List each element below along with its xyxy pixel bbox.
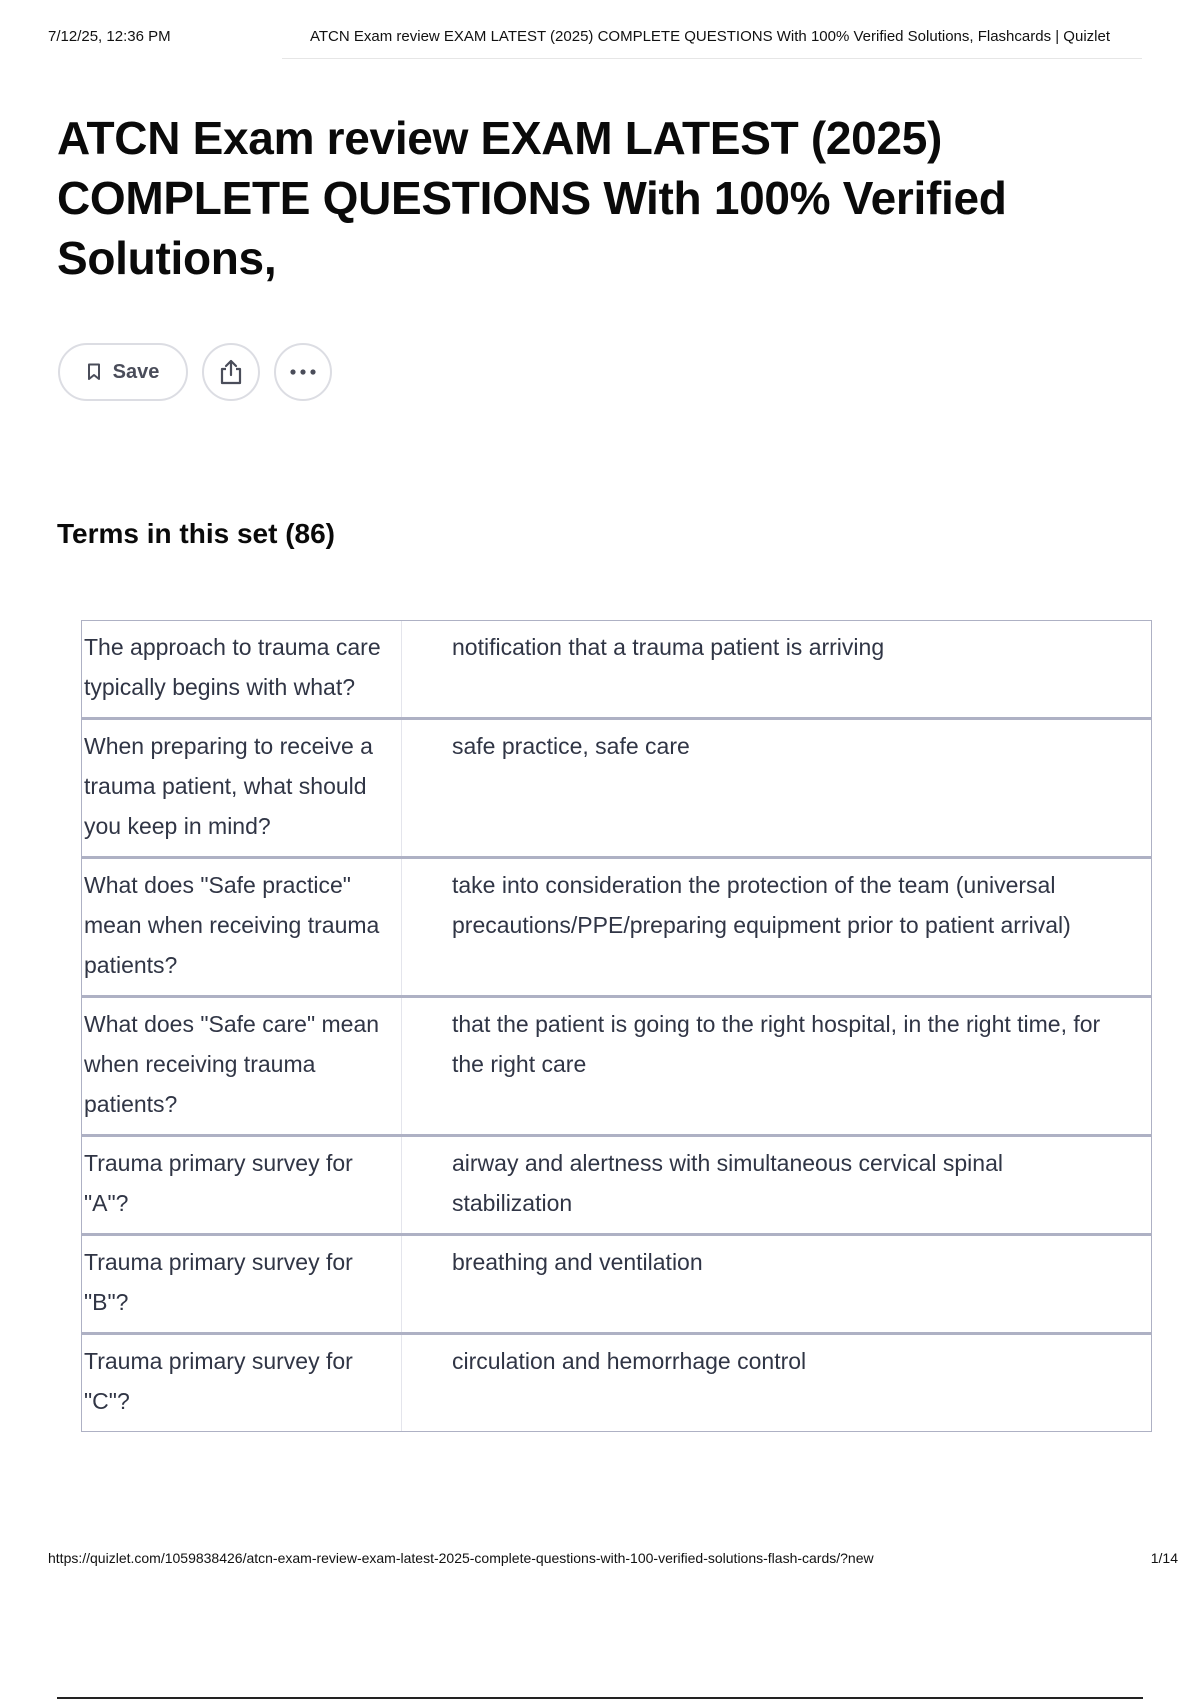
set-title: ATCN Exam review EXAM LATEST (2025) COMPLETE QUESTIONS With 100% Verified Solutions, (57, 112, 1007, 284)
set-actions (58, 343, 332, 401)
term-text: What does "Safe practice" mean when receiving trauma patients? (82, 859, 402, 995)
term-text: Trauma primary survey for "B"? (82, 1236, 402, 1332)
share-icon (218, 358, 244, 386)
term-row (82, 1335, 1151, 1431)
page-number: 1/14 (1150, 1550, 1178, 1566)
definition-text: take into consideration the protection of the team (universal precautions/PPE/preparing equipment prior to patient arrival) (452, 872, 1071, 938)
term-row (82, 621, 1151, 720)
terms-section-heading: Terms in this set (86) (57, 518, 336, 549)
term-row (82, 1137, 1151, 1236)
bookmark-icon (87, 363, 101, 381)
print-datetime: 7/12/25, 12:36 PM (48, 28, 171, 45)
page-bottom-divider (57, 1697, 1143, 1699)
definition-text: safe practice, safe care (452, 733, 690, 759)
term-text: When preparing to receive a trauma patient, what should you keep in mind? (82, 720, 402, 856)
term-text: What does "Safe care" mean when receiving trauma patients? (82, 998, 402, 1134)
term-row (82, 998, 1151, 1137)
share-button[interactable] (202, 343, 260, 401)
term-row (82, 859, 1151, 998)
definition-text: notification that a trauma patient is arriving (452, 634, 885, 660)
definition-text: circulation and hemorrhage control (452, 1348, 807, 1374)
print-footer (48, 1550, 1178, 1566)
definition-text: that the patient is going to the right hospital, in the right time, for the right care (452, 1011, 1101, 1077)
definition-text: breathing and ventilation (452, 1249, 703, 1275)
more-options-icon (289, 368, 317, 376)
term-text: The approach to trauma care typically begins with what? (82, 621, 402, 717)
term-row (82, 720, 1151, 859)
save-button[interactable] (58, 343, 188, 401)
print-page-title: ATCN Exam review EXAM LATEST (2025) COMPLETE QUESTIONS With 100% Verified Solutions, Flashcards | Quizlet (310, 28, 1110, 45)
header-divider (282, 58, 1142, 59)
terms-table (81, 620, 1152, 1432)
term-row (82, 1236, 1151, 1335)
print-url: https://quizlet.com/1059838426/atcn-exam-review-exam-latest-2025-complete-questions-with-100-verified-solutions-flash-cards/?new (48, 1550, 874, 1566)
save-button-label: Save (112, 360, 160, 383)
definition-text: airway and alertness with simultaneous cervical spinal stabilization (452, 1150, 1003, 1216)
term-text: Trauma primary survey for "C"? (82, 1335, 402, 1431)
term-text: Trauma primary survey for "A"? (82, 1137, 402, 1233)
more-options-button[interactable] (274, 343, 332, 401)
print-header (48, 28, 1142, 45)
